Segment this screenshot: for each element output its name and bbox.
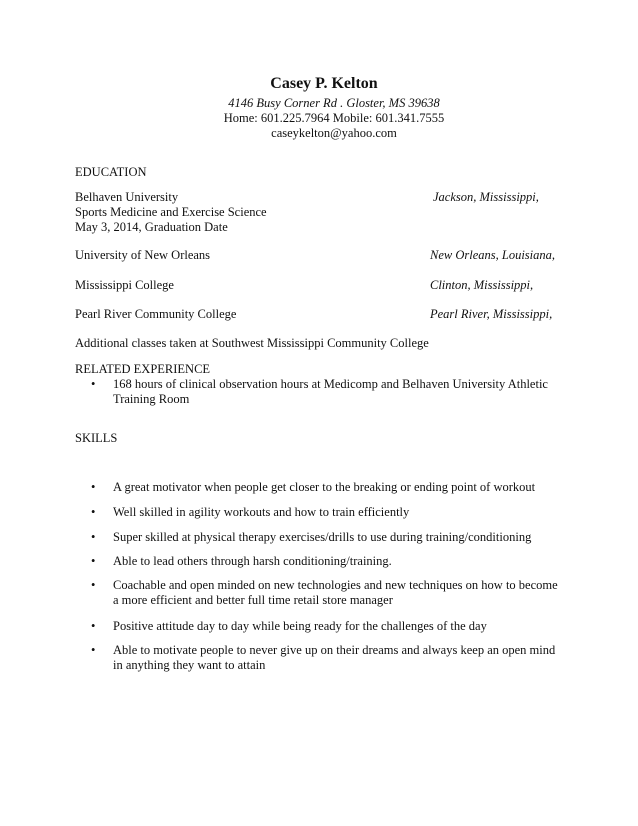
education-entry — [75, 307, 565, 322]
list-item-text: Super skilled at physical therapy exercises/drills to use during training/conditioning — [113, 530, 532, 544]
school-location: New Orleans, Louisiana, — [430, 248, 556, 262]
list-item-text: Coachable and open minded on new technologies and new techniques on how to become a more efficient and better full time retail store manager — [113, 578, 558, 607]
education-heading: EDUCATION — [75, 165, 147, 179]
list-item — [75, 505, 563, 520]
experience-section — [75, 362, 565, 407]
list-item — [75, 480, 563, 495]
bullet-icon: • — [91, 643, 96, 657]
skills-section — [75, 431, 565, 446]
bullet-icon: • — [91, 619, 96, 633]
education-entry — [75, 278, 565, 293]
skills-list — [75, 554, 565, 569]
education-section — [75, 165, 565, 180]
additional-classes — [75, 336, 565, 351]
school-location: Jackson, Mississippi, — [433, 190, 539, 204]
school-name: Belhaven University — [75, 190, 179, 204]
school-name: Pearl River Community College — [75, 307, 237, 321]
bullet-icon: • — [91, 505, 96, 519]
bullet-icon: • — [91, 554, 96, 568]
bullet-icon: • — [91, 578, 96, 592]
program-line: Sports Medicine and Exercise Science — [75, 205, 267, 219]
bullet-icon: • — [91, 377, 96, 391]
skills-list — [75, 480, 565, 495]
list-item — [75, 578, 563, 608]
school-name: Mississippi College — [75, 278, 174, 292]
list-item-text: 168 hours of clinical observation hours at Medicomp and Belhaven University Athletic Training Room — [113, 377, 548, 406]
graduation-line: May 3, 2014, Graduation Date — [75, 220, 228, 234]
school-location: Pearl River, Mississippi, — [430, 307, 553, 321]
school-name: University of New Orleans — [75, 248, 211, 262]
experience-list — [75, 377, 565, 407]
education-entry — [75, 248, 565, 263]
list-item-text: Well skilled in agility workouts and how to train efficiently — [113, 505, 410, 519]
list-item — [75, 377, 563, 407]
phone-line: Home: 601.225.7964 Mobile: 601.341.7555 — [223, 111, 445, 125]
list-item-text: Positive attitude day to day while being ready for the challenges of the day — [113, 619, 487, 633]
skills-list — [75, 578, 565, 608]
skills-list — [75, 530, 565, 545]
skills-list — [75, 619, 565, 634]
skills-heading: SKILLS — [75, 431, 118, 445]
list-item-text: A great motivator when people get closer to the breaking or ending point of workout — [113, 480, 536, 494]
address-line: 4146 Busy Corner Rd . Gloster, MS 39638 — [228, 96, 440, 110]
education-entry — [75, 190, 565, 235]
candidate-name: Casey P. Kelton — [270, 75, 378, 92]
skills-list — [75, 643, 565, 673]
bullet-icon: • — [91, 480, 96, 494]
experience-heading: RELATED EXPERIENCE — [75, 362, 211, 376]
email-line: caseykelton@yahoo.com — [271, 126, 397, 140]
list-item-text: Able to motivate people to never give up on their dreams and always keep an open mind in anything they want to attain — [113, 643, 556, 672]
list-item — [75, 619, 563, 634]
resume-header — [0, 74, 638, 141]
additional-classes-text: Additional classes taken at Southwest Mississippi Community College — [75, 336, 429, 350]
list-item — [75, 643, 563, 673]
skills-list — [75, 505, 565, 520]
list-item-text: Able to lead others through harsh conditioning/training. — [113, 554, 392, 568]
list-item — [75, 530, 563, 545]
school-location: Clinton, Mississippi, — [430, 278, 534, 292]
list-item — [75, 554, 563, 569]
bullet-icon: • — [91, 530, 96, 544]
